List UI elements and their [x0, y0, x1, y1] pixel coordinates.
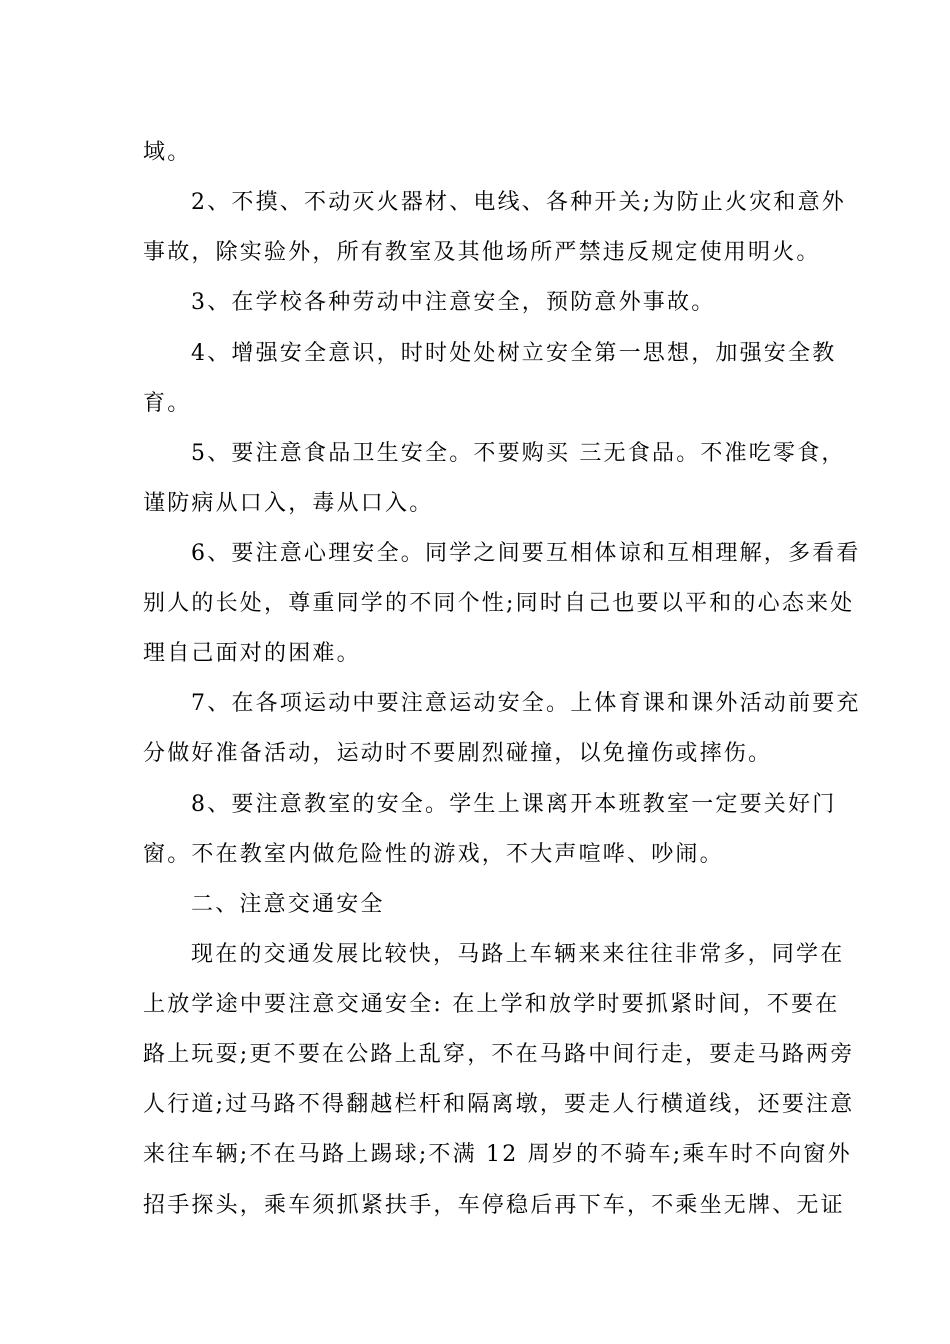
paragraph-start: 现在的交通发展比较快，马路上车辆来来往往非常多，同学在	[191, 942, 845, 967]
text-line: 来往车辆;不在马路上踢球;不满 12 周岁的不骑车;乘车时不向窗外	[143, 1142, 852, 1167]
list-item-4: 4、增强安全意识，时时处处树立安全第一思想，加强安全教	[191, 341, 837, 366]
list-item-8: 8、要注意教室的安全。学生上课离开本班教室一定要关好门	[191, 792, 837, 817]
text-line: 谨防病从口入，毒从口入。	[143, 491, 434, 516]
section-heading: 二、注意交通安全	[191, 892, 385, 917]
text-line: 理自己面对的困难。	[143, 641, 361, 666]
list-item-6: 6、要注意心理安全。同学之间要互相体谅和互相理解，多看看	[191, 541, 861, 566]
text-line: 招手探头，乘车须抓紧扶手，车停稳后再下车，不乘坐无牌、无证	[143, 1193, 845, 1218]
text-line: 别人的长处，尊重同学的不同个性;同时自己也要以平和的心态来处	[143, 591, 855, 616]
text-line: 路上玩耍;更不要在公路上乱穿，不在马路中间行走，要走马路两旁	[143, 1042, 855, 1067]
list-item-5: 5、要注意食品卫生安全。不要购买 三无食品。不准吃零食，	[191, 441, 846, 466]
text-line: 事故，除实验外，所有教室及其他场所严禁违反规定使用明火。	[143, 240, 821, 265]
text-line: 窗。不在教室内做危险性的游戏，不大声喧哗、吵闹。	[143, 842, 724, 867]
text-line: 上放学途中要注意交通安全: 在上学和放学时要抓紧时间，不要在	[143, 992, 840, 1017]
list-item-2: 2、不摸、不动灭火器材、电线、各种开关;为防止火灾和意外	[191, 190, 847, 215]
text-line: 育。	[143, 391, 192, 416]
list-item-3: 3、在学校各种劳动中注意安全，预防意外事故。	[191, 290, 716, 315]
list-item-7: 7、在各项运动中要注意运动安全。上体育课和课外活动前要充	[191, 691, 861, 716]
text-line: 人行道;过马路不得翻越栏杆和隔离墩，要走人行横道线，还要注意	[143, 1092, 855, 1117]
text-line: 域。	[143, 140, 192, 165]
text-line: 分做好准备活动，运动时不要剧烈碰撞，以免撞伤或摔伤。	[143, 741, 773, 766]
